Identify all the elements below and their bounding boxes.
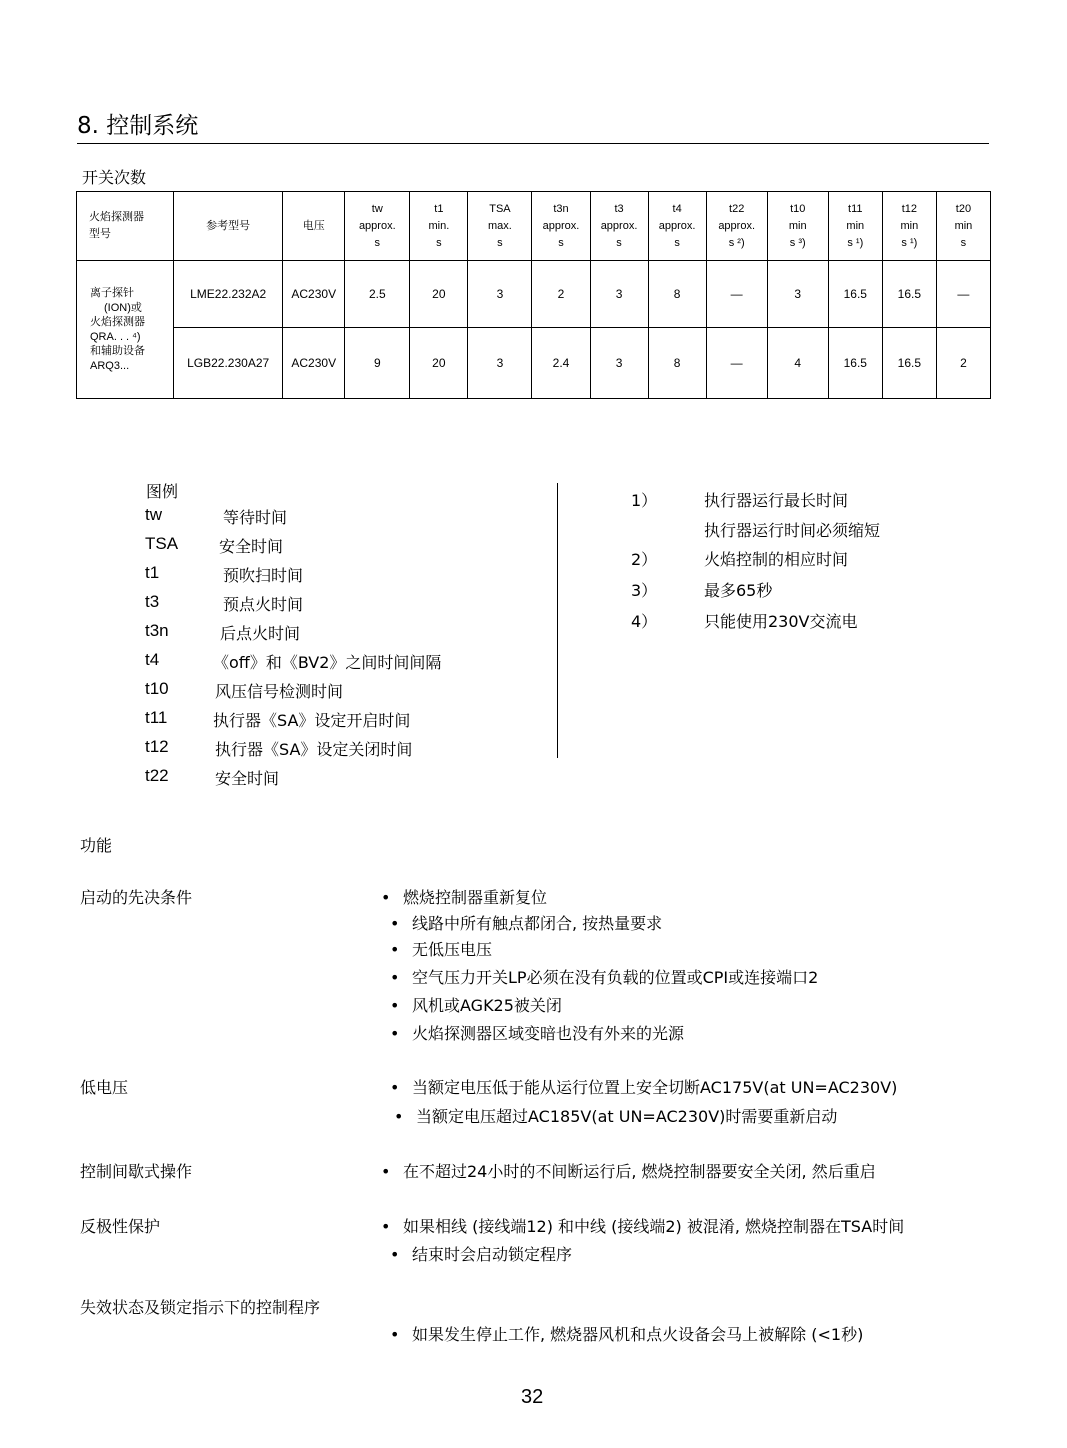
value-cell: 2: [532, 261, 590, 328]
value-cell: 2.4: [532, 328, 590, 399]
functions-title: 功能: [80, 836, 113, 855]
function-label: 失效状态及锁定指示下的控制程序: [80, 1298, 321, 1317]
model-cell: LME22.232A2: [174, 261, 283, 328]
value-cell: 3: [590, 328, 648, 399]
header-timing: tw approx. s: [345, 192, 410, 261]
value-cell: 16.5: [882, 328, 936, 399]
bullet-item: • 无低压电压: [390, 940, 493, 959]
footnote-number: 1）: [631, 491, 658, 510]
footnote-text: 只能使用230V交流电: [704, 612, 858, 631]
value-cell: 16.5: [882, 261, 936, 328]
bullet-item: • 燃烧控制器重新复位: [381, 888, 548, 907]
page-number: 32: [521, 1386, 544, 1408]
table-row: [77, 261, 991, 328]
header-voltage: 电压: [283, 192, 345, 261]
bullet-item: • 结束时会启动锁定程序: [390, 1245, 573, 1264]
legend-key: t11: [145, 708, 168, 727]
table-row: [77, 328, 991, 399]
header-timing: t12 min s ¹): [882, 192, 936, 261]
function-label: 反极性保护: [80, 1217, 161, 1236]
value-cell: 3: [767, 261, 828, 328]
value-cell: 3: [468, 328, 532, 399]
bullet-item: • 如果发生停止工作, 燃烧器风机和点火设备会马上被解除 (<1秒): [390, 1325, 864, 1344]
footnote-number: 2）: [631, 550, 658, 569]
bullet-item: • 风机或AGK25被关闭: [390, 996, 562, 1015]
value-cell: 8: [648, 328, 706, 399]
legend-value: 《off》和《BV2》之间时间间隔: [213, 653, 442, 672]
value-cell: —: [706, 261, 767, 328]
header-timing: t3 approx. s: [590, 192, 648, 261]
header-timing: t11 min s ¹): [828, 192, 882, 261]
header-detector-line: 型号: [89, 228, 111, 240]
legend-value: 后点火时间: [220, 624, 301, 643]
footnote-number: 3）: [631, 581, 658, 600]
bullet-item: • 线路中所有触点都闭合, 按热量要求: [390, 914, 663, 933]
function-label: 控制间歇式操作: [80, 1162, 193, 1181]
bullet-item: • 在不超过24小时的不间断运行后, 燃烧控制器要安全关闭, 然后重启: [381, 1162, 876, 1181]
header-timing: t1 min. s: [410, 192, 468, 261]
subsection-title: 开关次数: [82, 168, 147, 187]
switching-times-table: [76, 191, 991, 399]
value-cell: 3: [590, 261, 648, 328]
value-cell: 8: [648, 261, 706, 328]
legend-value: 执行器《SA》设定关闭时间: [215, 740, 413, 759]
function-label: 低电压: [80, 1078, 129, 1097]
value-cell: —: [706, 328, 767, 399]
legend-value: 预吹扫时间: [223, 566, 304, 585]
section-title: 8. 控制系统: [77, 113, 199, 139]
legend-title: 图例: [146, 482, 179, 501]
function-label: 启动的先决条件: [80, 888, 193, 907]
footnote-text: 最多65秒: [704, 581, 773, 600]
footnote-number: 4）: [631, 612, 658, 631]
detector-cell: 离子探针 (ION)或 火焰探测器 QRA. . . ⁴) 和辅助设备 ARQ3...: [77, 261, 174, 399]
legend-key: t22: [145, 766, 169, 785]
bullet-item: • 当额定电压低于能从运行位置上安全切断AC175V(at UN=AC230V): [390, 1078, 898, 1097]
header-timing: t22 approx. s ²): [706, 192, 767, 261]
legend-key: tw: [145, 505, 162, 524]
voltage-cell: AC230V: [283, 261, 345, 328]
value-cell: 9: [345, 328, 410, 399]
legend-key: t3: [145, 592, 160, 611]
value-cell: 2.5: [345, 261, 410, 328]
footnote-text: 执行器运行时间必须缩短: [704, 521, 881, 540]
legend-key: t4: [145, 650, 160, 669]
legend-key: TSA: [145, 534, 179, 553]
header-timing: t20 min s: [936, 192, 990, 261]
bullet-item: • 如果相线 (接线端12) 和中线 (接线端2) 被混淆, 燃烧控制器在TSA时间: [381, 1217, 905, 1236]
value-cell: 20: [410, 328, 468, 399]
value-cell: —: [936, 261, 990, 328]
legend-key: t3n: [145, 621, 169, 640]
model-cell: LGB22.230A27: [174, 328, 283, 399]
header-model: 参考型号: [174, 192, 283, 261]
header-timing: t4 approx. s: [648, 192, 706, 261]
value-cell: 16.5: [828, 261, 882, 328]
legend-value: 风压信号检测时间: [215, 682, 344, 701]
value-cell: 3: [468, 261, 532, 328]
header-timing: t10 min s ³): [767, 192, 828, 261]
footnote-text: 执行器运行最长时间: [704, 491, 849, 510]
legend-value: 等待时间: [223, 508, 288, 527]
legend-value: 安全时间: [215, 769, 280, 788]
header-detector-line: 火焰探测器: [89, 211, 144, 223]
bullet-item: • 当额定电压超过AC185V(at UN=AC230V)时需要重新启动: [394, 1107, 838, 1126]
header-timing: TSA max. s: [468, 192, 532, 261]
legend-value: 执行器《SA》设定开启时间: [213, 711, 411, 730]
table-header-row: [77, 192, 991, 261]
legend-value: 安全时间: [219, 537, 284, 556]
value-cell: 20: [410, 261, 468, 328]
header-detector: [77, 192, 174, 261]
value-cell: 4: [767, 328, 828, 399]
value-cell: 16.5: [828, 328, 882, 399]
legend-key: t1: [145, 563, 160, 582]
bullet-item: • 火焰探测器区域变暗也没有外来的光源: [390, 1024, 685, 1043]
header-timing: t3n approx. s: [532, 192, 590, 261]
bullet-item: • 空气压力开关LP必须在没有负载的位置或CPI或连接端口2: [390, 968, 819, 987]
voltage-cell: AC230V: [283, 328, 345, 399]
legend-value: 预点火时间: [223, 595, 304, 614]
legend-key: t12: [145, 737, 169, 756]
title-rule: [77, 143, 989, 144]
legend-key: t10: [145, 679, 169, 698]
legend-divider: [557, 483, 558, 758]
footnote-text: 火焰控制的相应时间: [704, 550, 849, 569]
value-cell: 2: [936, 328, 990, 399]
